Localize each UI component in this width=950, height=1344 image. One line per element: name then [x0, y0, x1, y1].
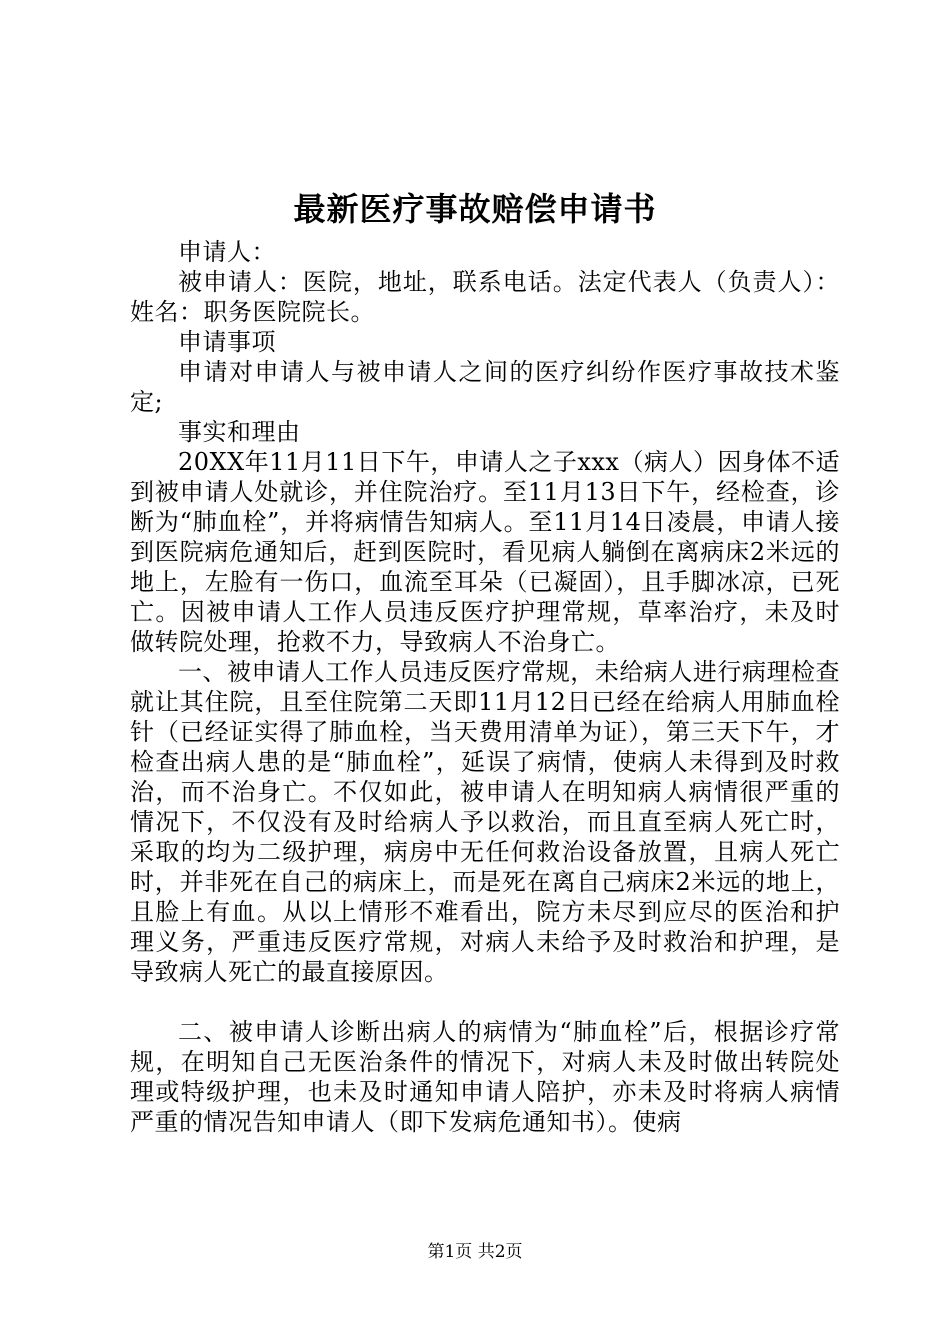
document-body — [130, 237, 840, 1137]
paragraph-applicant: 申请人： — [178, 238, 276, 266]
paragraph-facts: 20XX年11月11日下午，申请人之子xxx（病人）因身体不适到被申请人处就诊，并住院治疗。至11月13日下午，经检查，诊断为“肺血栓”，并将病情告知病人。至11月14日凌晨，申请人接到医院病危通知后，赶到医院时，看见病人躺倒在离病床2米远的地上，左脸有一伤口，血流至耳朵（已凝固），且手脚冰凉，已死亡。因被申请人工作人员违反医疗护理常规，草率治疗，未及时做转院处理，抢救不力，导致病人不治身亡。 — [130, 448, 840, 656]
page-number: 第1页 共2页 — [427, 1242, 523, 1262]
paragraph-point-two: 二、被申请人诊断出病人的病情为“肺血栓”后，根据诊疗常规，在明知自己无医治条件的情况下，对病人未及时做出转院处理或特级护理，也未及时通知申请人陪护，亦未及时将病人病情严重的情况告知申请人（即下发病危通知书）。使病 — [130, 1018, 840, 1136]
paragraph-respondent: 被申请人：医院，地址，联系电话。法定代表人（负责人）：姓名：职务医院院长。 — [130, 268, 840, 326]
paragraph-request: 申请对申请人与被申请人之间的医疗纠纷作医疗事故技术鉴定; — [130, 358, 840, 416]
paragraph-point-one: 一、被申请人工作人员违反医疗常规，未给病人进行病理检查就让其住院，且至住院第二天即11月12日已经在给病人用肺血栓针（已经证实得了肺血栓，当天费用清单为证），第三天下午，才检查出病人患的是“肺血栓”，延误了病情，使病人未得到及时救治，而不治身亡。不仅如此，被申请人在明知病人病情很严重的情况下，不仅没有及时给病人予以救治，而且直至病人死亡时，采取的均为二级护理，病房中无任何救治设备放置，且病人死亡时，并非死在自己的病床上，而是死在离自己病床2米远的地上，且脸上有血。从以上情形不难看出，院方未尽到应尽的医治和护理义务，严重违反医疗常规，对病人未给予及时救治和护理，是导致病人死亡的最直接原因。 — [130, 658, 840, 986]
paragraph-request-heading: 申请事项 — [178, 328, 276, 356]
document-title: 最新医疗事故赔偿申请书 — [293, 190, 657, 228]
paragraph-facts-heading: 事实和理由 — [178, 418, 301, 446]
